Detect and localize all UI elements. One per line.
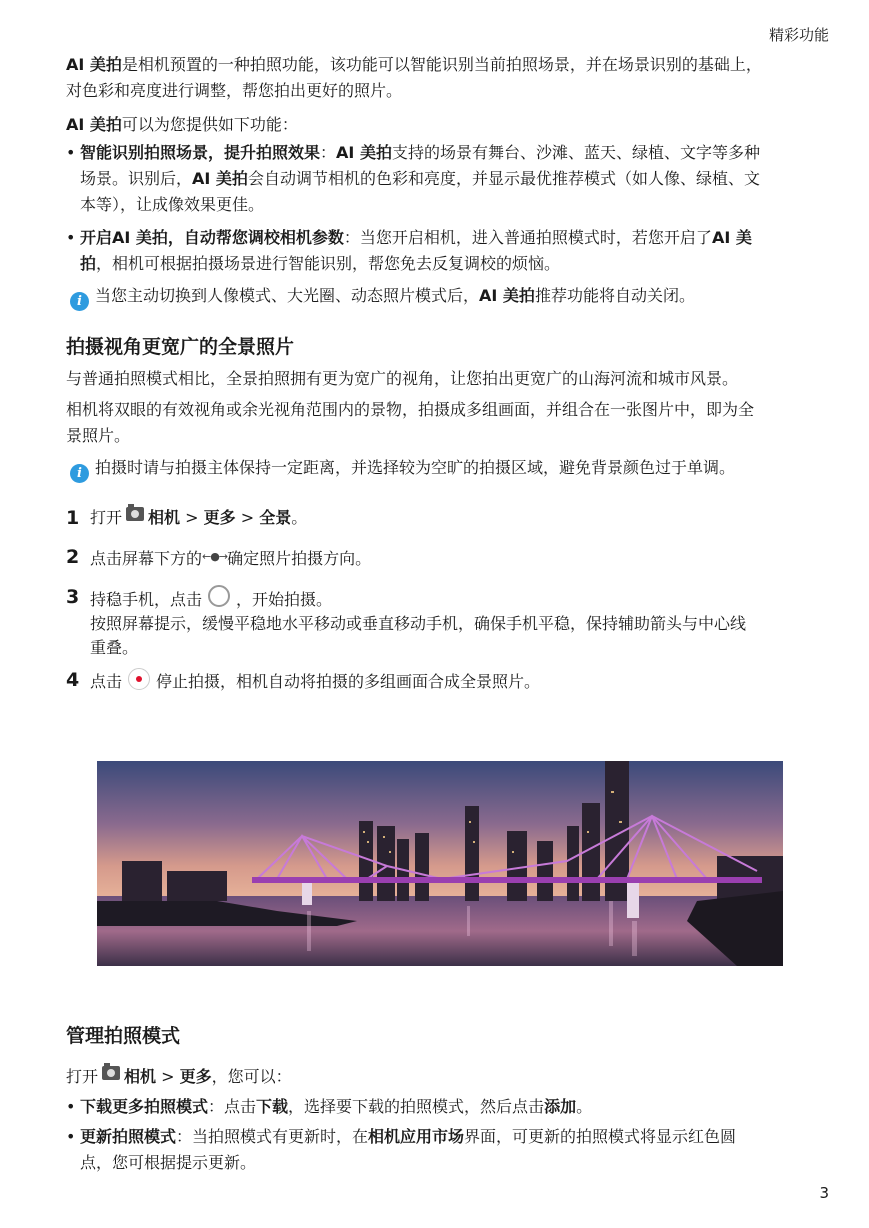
header-section-title: 精彩功能 <box>768 26 829 44</box>
panorama-description: 与普通拍照模式相比，全景拍照拥有更为宽广的视角，让您拍出更宽广的山海河流和城市风景。 <box>66 369 739 388</box>
bullet-dot: • <box>66 1127 76 1146</box>
bullet-text: 本等），让成像效果更佳。 <box>80 195 265 214</box>
panorama-explanation <box>66 397 826 449</box>
direction-arrow-icon: ←●→ <box>202 550 228 563</box>
step-number: 1 <box>66 507 80 529</box>
bullet-text: ，相机可根据拍摄场景进行智能识别，帮您免去反复调校的烦恼。 <box>96 254 561 273</box>
panorama-text: 相机将双眼的有效视角或余光视角范围内的景物，拍摄成多组画面，并组合在一张图片中，即为全 <box>66 400 755 419</box>
menu-camera: 相机 <box>148 508 181 527</box>
download-label: 下载 <box>256 1097 289 1116</box>
panorama-example-image <box>97 761 783 966</box>
step-number: 4 <box>66 669 80 691</box>
step-text: ，开始拍摄。 <box>236 590 333 609</box>
bullet-text: ：当您开启相机，进入普通拍照模式时，若您开启了 <box>343 228 712 247</box>
bullet-text: 点，您可根据提示更新。 <box>80 1153 257 1172</box>
bullet-update-modes <box>66 1124 826 1176</box>
info-note-panorama <box>70 455 830 483</box>
intro-text: 是相机预置的一种拍照功能，该功能可以智能识别当前拍照场景，并在场景识别的基础上， <box>121 55 762 74</box>
step-2 <box>66 545 826 571</box>
step-text: 点击 <box>90 672 123 691</box>
step-text: 按照屏幕提示，缓慢平稳地水平移动或垂直移动手机，确保手机平稳，保持辅助箭头与中心线 <box>90 614 747 633</box>
shutter-icon <box>208 585 230 607</box>
step-1 <box>66 506 826 530</box>
info-icon: i <box>70 464 89 483</box>
camera-icon <box>102 1066 120 1080</box>
ai-feature-name: 拍 <box>80 254 97 273</box>
step-4 <box>66 668 826 694</box>
manage-intro <box>66 1064 826 1090</box>
menu-more: 更多 <box>203 508 236 527</box>
section-title-panorama: 拍摄视角更宽广的全景照片 <box>66 336 295 358</box>
step-number: 3 <box>66 586 80 608</box>
feature-bullet-scene <box>66 140 826 218</box>
note-text: 当您主动切换到人像模式、大光圈、动态照片模式后， <box>95 286 480 305</box>
bullet-title: 开启AI 美拍，自动帮您调校相机参数 <box>80 228 344 247</box>
step-text: 点击屏幕下方的 <box>90 549 203 568</box>
bullet-text: ： <box>320 143 337 162</box>
bullet-dot: • <box>66 143 76 162</box>
bullet-text: 场景。识别后， <box>80 169 193 188</box>
bullet-dot: • <box>66 1097 76 1116</box>
ai-feature-name: AI 美 <box>711 228 752 247</box>
note-text: 推荐功能将自动关闭。 <box>534 286 695 305</box>
bullet-text: 界面，可更新的拍照模式将显示红色圆 <box>464 1127 737 1146</box>
info-icon: i <box>70 292 89 311</box>
menu-panorama: 全景 <box>259 508 292 527</box>
bullet-text: ：点击 <box>208 1097 257 1116</box>
separator: > <box>235 508 260 527</box>
ai-feature-name: AI 美拍 <box>479 286 535 305</box>
camera-app-market-label: 相机应用市场 <box>368 1127 465 1146</box>
page-number: 3 <box>819 1184 829 1202</box>
lead-text: 可以为您提供如下功能： <box>121 115 298 134</box>
bullet-text: ：当拍照模式有更新时，在 <box>176 1127 369 1146</box>
step-text: 确定照片拍摄方向。 <box>227 549 372 568</box>
manage-text: 打开 <box>66 1067 99 1086</box>
intro-text-line2: 对色彩和亮度进行调整，帮您拍出更好的照片。 <box>66 81 403 100</box>
panorama-text: 景照片。 <box>66 426 131 445</box>
bullet-text: 支持的场景有舞台、沙滩、蓝天、绿植、文字等多种 <box>391 143 760 162</box>
add-label: 添加 <box>544 1097 577 1116</box>
intro-paragraph <box>66 52 826 104</box>
step-text: 停止拍摄，相机自动将拍摄的多组画面合成全景照片。 <box>156 672 541 691</box>
bullet-text: 。 <box>576 1097 593 1116</box>
stop-recording-icon <box>128 668 150 690</box>
camera-icon <box>126 507 144 521</box>
menu-camera: 相机 <box>124 1067 157 1086</box>
step-text: 重叠。 <box>90 638 139 657</box>
feature-bullet-params <box>66 225 826 277</box>
info-note-ai <box>70 283 830 311</box>
bullet-title: 智能识别拍照场景，提升拍照效果 <box>80 143 321 162</box>
section-title-manage-modes: 管理拍照模式 <box>66 1025 181 1047</box>
ai-feature-name: AI 美拍 <box>66 55 122 74</box>
step-text: 打开 <box>90 508 123 527</box>
menu-more: 更多 <box>179 1067 212 1086</box>
separator: > <box>156 1067 180 1086</box>
bullet-text: 会自动调节相机的色彩和亮度，并显示最优推荐模式（如人像、绿植、文 <box>247 169 760 188</box>
bullet-dot: • <box>66 228 76 247</box>
step-text: 持稳手机，点击 <box>90 590 203 609</box>
step-number: 2 <box>66 546 80 568</box>
bullet-title: 更新拍照模式 <box>80 1127 177 1146</box>
step-text: 。 <box>291 508 308 527</box>
ai-feature-name: AI 美拍 <box>336 143 392 162</box>
manage-text: ，您可以： <box>211 1067 292 1086</box>
intro-functions-lead <box>66 112 826 138</box>
separator: > <box>180 508 204 527</box>
bullet-text: ，选择要下载的拍照模式，然后点击 <box>288 1097 545 1116</box>
note-text: 拍摄时请与拍摄主体保持一定距离，并选择较为空旷的拍摄区域，避免背景颜色过于单调。 <box>95 458 736 477</box>
bullet-download-modes <box>66 1094 826 1120</box>
step-3 <box>66 585 826 660</box>
ai-feature-name: AI 美拍 <box>66 115 122 134</box>
ai-feature-name: AI 美拍 <box>192 169 248 188</box>
bullet-title: 下载更多拍照模式 <box>80 1097 209 1116</box>
